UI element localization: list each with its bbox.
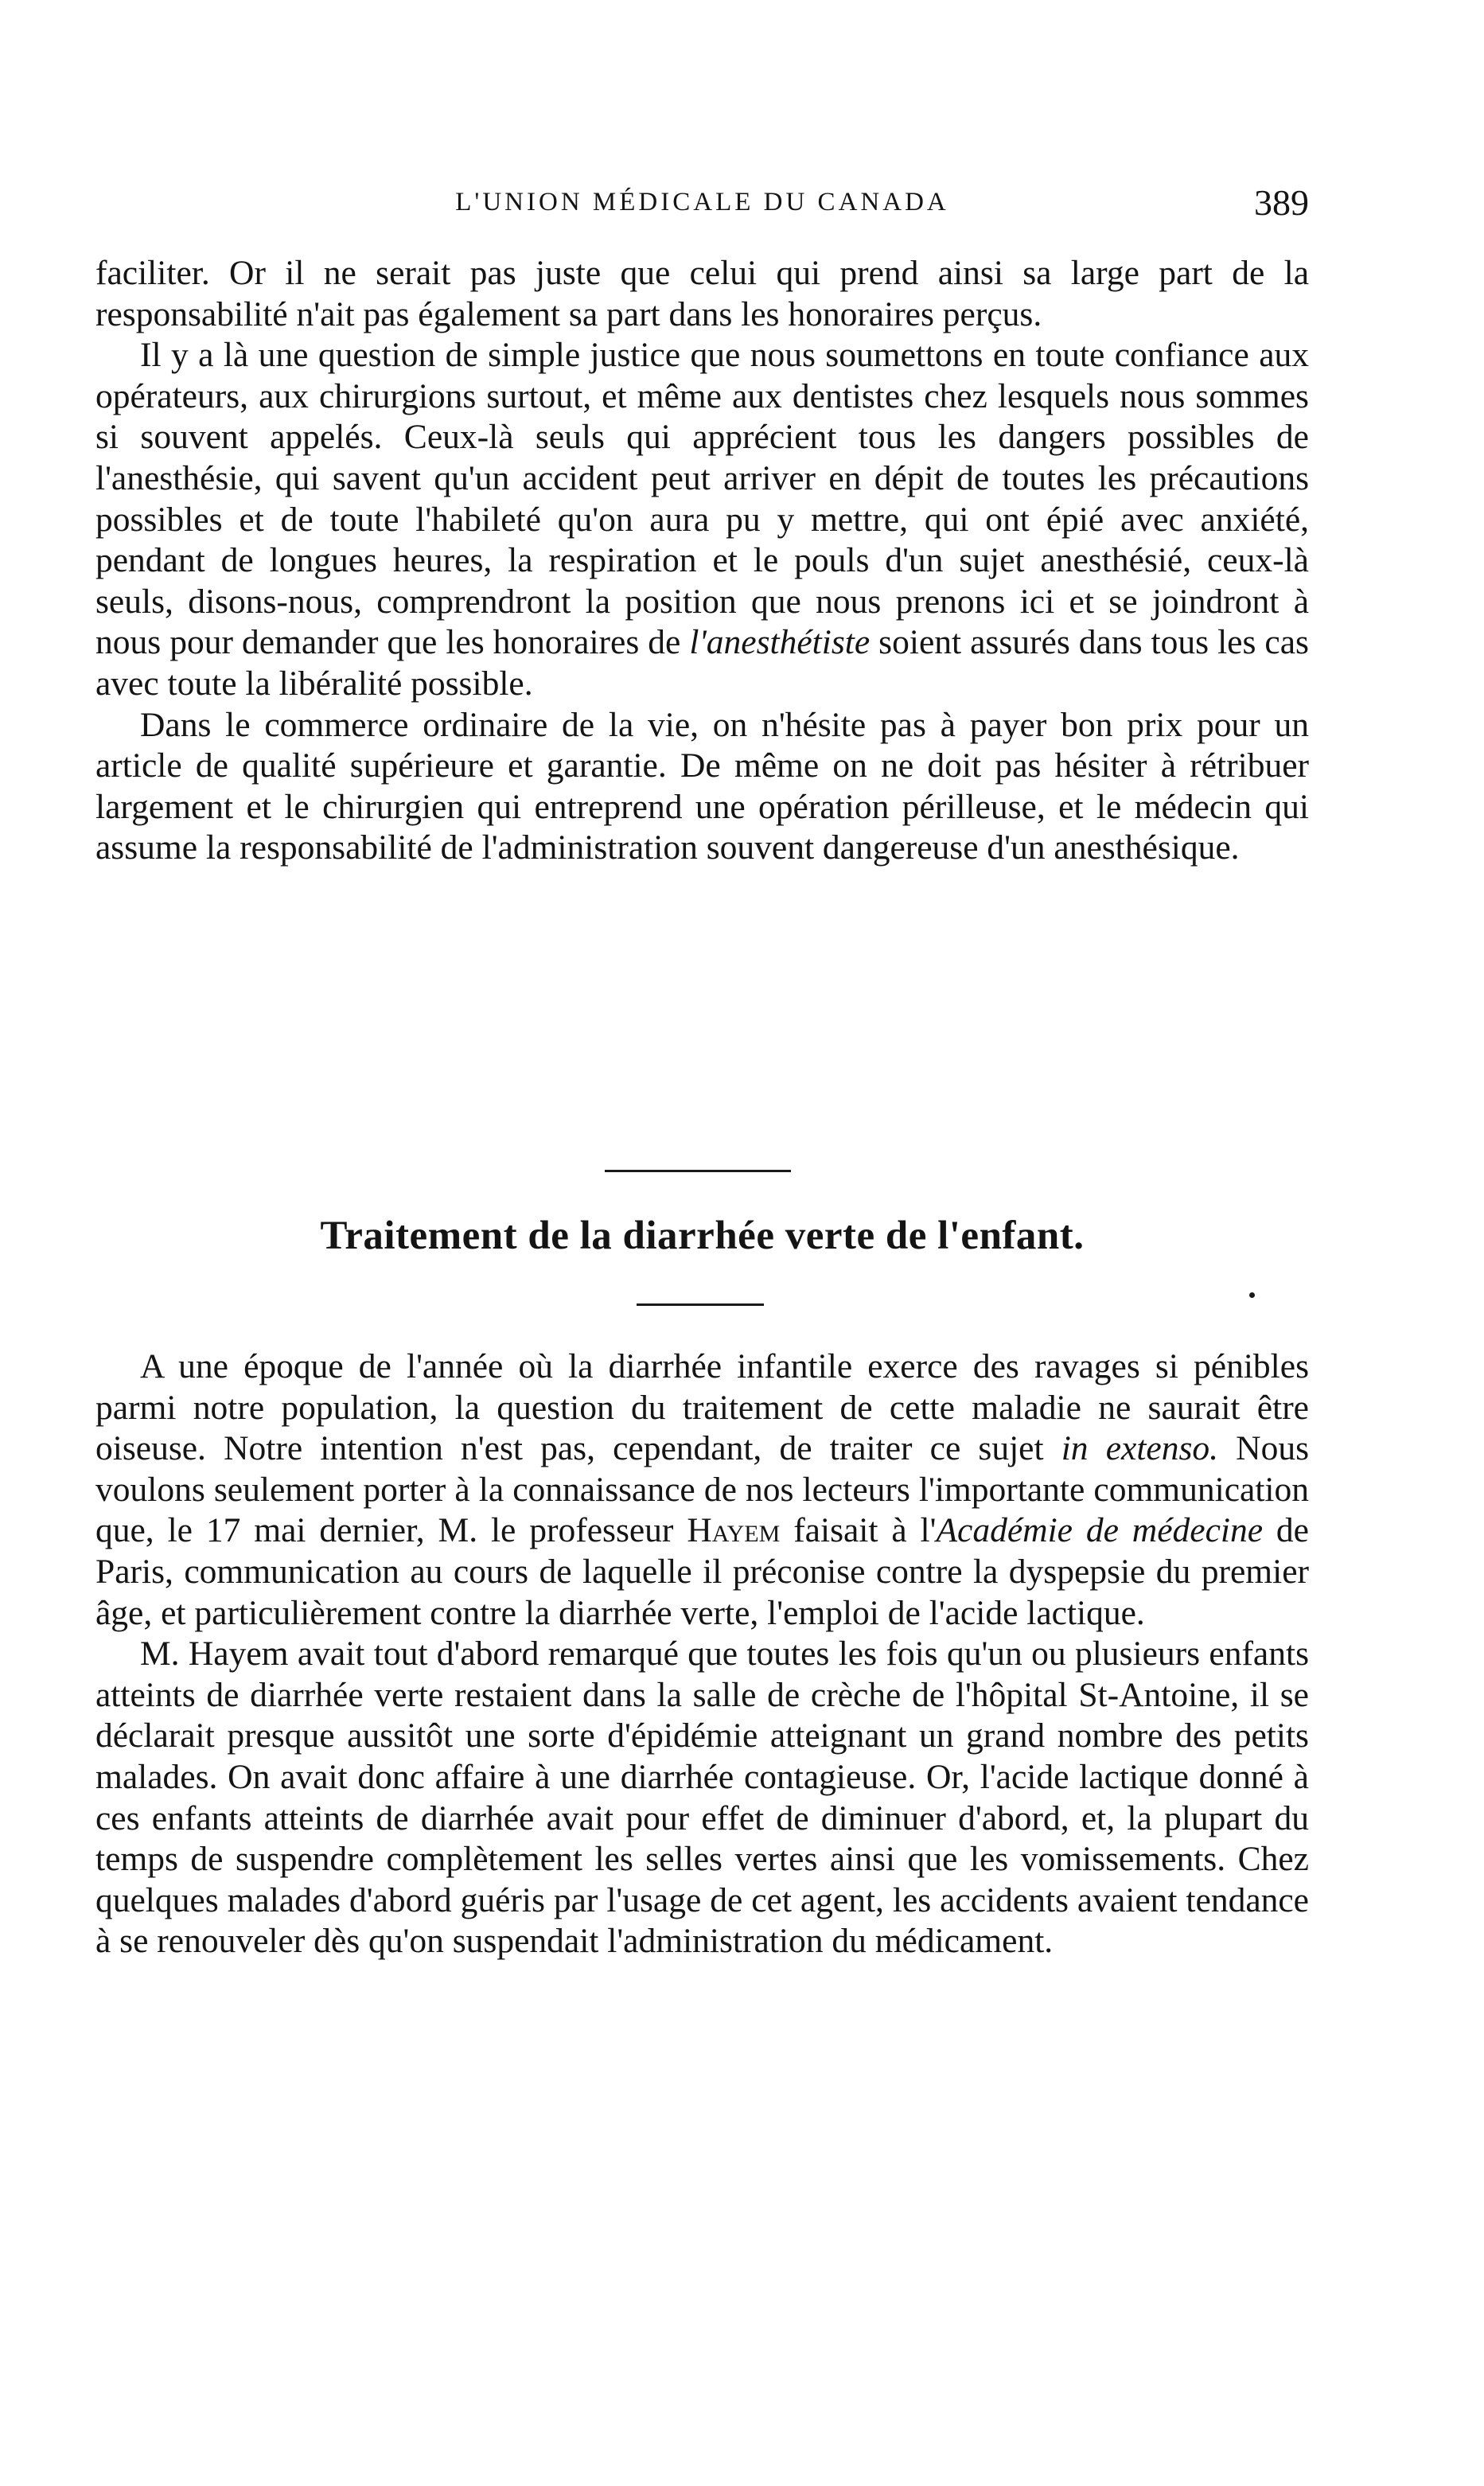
paragraph-text: Il y a là une question de simple justice que nous soumettons en toute confiance aux opérateurs, aux chirurgions surtout, et même aux dentistes chez lesquels nous sommes si souvent appelés. Ceux-là seuls qui apprécient tous les dangers possibles de l'anesthésie, qui savent qu'un accident peut arriver en dépit de toutes les précautions possibles et de toute l'habileté qu'on aura pu y mettre, qui ont épié avec anxiété, pendant de longues heures, la respiration et le pouls d'un sujet anesthésié, ceux-là seuls, disons-nous, comprendront la position que nous prenons ici et se joindront à nous pour demander que les honoraires de: [95, 336, 1309, 662]
section-title: Traitement de la diarrhée verte de l'enfant.: [320, 1214, 1085, 1258]
running-head: [95, 181, 1309, 229]
paragraph-continuation: faciliter. Or il ne serait pas juste que celui qui prend ainsi sa large part de la responsabilité n'ait pas également sa part dans les honoraires perçus.: [95, 254, 1309, 333]
paragraph-epoque: [95, 1346, 1309, 1634]
paragraph-text: A une époque de l'année où la diarrhée infantile exerce des ravages si pénibles parmi notre population, la question du traitement de cette maladie ne saurait être oiseuse. Notre intention n'est pas, cependant, de traiter ce sujet: [95, 1347, 1309, 1468]
paragraph-text: Nous voulons seulement porter à la connaissance de nos lecteurs l'importante communication que, le 17 mai dernier, M. le professeur: [95, 1429, 1310, 1550]
book-page: [95, 0, 1309, 2486]
author-name: Hayem: [687, 1511, 781, 1550]
section-divider-top: [605, 1170, 791, 1172]
paragraph-commerce: Dans le commerce ordinaire de la vie, on n'hésite pas à payer bon prix pour un article de qualité supérieure et garantie. De même on ne doit pas hésiter à rétribuer largement et le chirurgien qui entreprend une opération périlleuse, et le médecin qui assume la responsabilité de l'administration souvent dangereuse d'un anesthésique.: [95, 705, 1309, 867]
italic-institution: Académie de médecine: [936, 1511, 1264, 1550]
page-number: 389: [1254, 182, 1309, 223]
printing-speck: [1249, 1292, 1255, 1298]
italic-term: l'anesthétiste: [689, 623, 871, 662]
running-title: L'UNION MÉDICALE DU CANADA: [455, 188, 949, 216]
paragraph-justice: [95, 335, 1309, 704]
paragraph-text: faisait à l': [780, 1511, 937, 1550]
paragraph-text: de Paris, communication au cours de laquelle il préconise contre la dyspepsie du premier âge, et particulièrement contre la diarrhée verte, l'emploi de l'acide lactique.: [95, 1511, 1309, 1632]
paragraph-hayem: M. Hayem avait tout d'abord remarqué que toutes les fois qu'un ou plusieurs enfants atteints de diarrhée verte restaient dans la salle de crèche de l'hôpital St-Antoine, il se déclarait presque aussitôt une sorte d'épidémie atteignant un grand nombre des petits malades. On avait donc affaire à une diarrhée contagieuse. Or, l'acide lactique donné à ces enfants atteints de diarrhée avait pour effet de diminuer d'abord, et, la plupart du temps de suspendre complètement les selles vertes ainsi que les vomissements. Chez quelques malades d'abord guéris par l'usage de cet agent, les accidents avaient tendance à se renouveler dès qu'on suspendait l'administration du médicament.: [95, 1635, 1309, 1961]
paragraph-text: soient assurés dans tous les cas avec toute la libéralité possible.: [95, 623, 1309, 703]
top-text-block: [95, 253, 1309, 869]
section-text-block: [95, 1346, 1309, 1962]
section-divider-bottom: [637, 1303, 764, 1306]
italic-term: in extenso.: [1061, 1429, 1219, 1468]
